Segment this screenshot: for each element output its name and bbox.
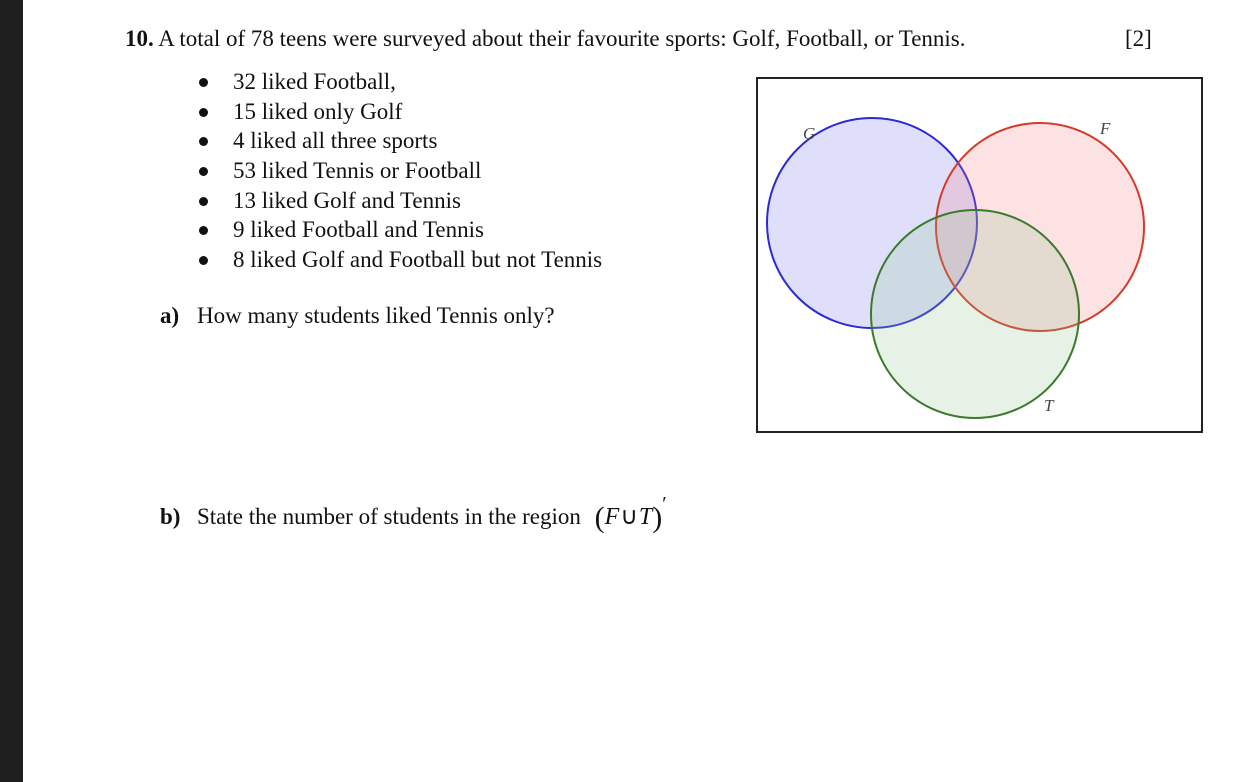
football-label: F: [1100, 119, 1111, 138]
fact-text: 9 liked Football and Tennis: [233, 217, 484, 243]
fact-text: 8 liked Golf and Football but not Tennis: [233, 247, 603, 273]
left-edge-bar: [0, 0, 23, 782]
fact-item: [195, 67, 602, 97]
union-symbol: ∪: [620, 504, 638, 530]
open-paren: (: [594, 501, 605, 534]
venn-diagram: [756, 77, 1204, 435]
fact-item: [195, 156, 602, 186]
fact-list: [195, 67, 602, 275]
question-marks: [2]: [1125, 26, 1152, 51]
bullet-icon: [199, 108, 208, 117]
fact-item: [195, 215, 602, 245]
part-b-label: b): [160, 504, 181, 529]
fact-item: [195, 126, 602, 156]
bullet-icon: [199, 256, 208, 265]
fact-item: [195, 245, 602, 275]
golf-label: G: [803, 124, 816, 143]
complement-prime: ′: [662, 493, 667, 515]
question-number: 10.: [125, 26, 154, 51]
bullet-icon: [199, 167, 208, 176]
tennis-circle: [871, 210, 1079, 418]
set-expression: [594, 493, 667, 534]
bullet-icon: [199, 226, 208, 235]
bullet-icon: [199, 78, 208, 87]
set-f: F: [604, 504, 620, 530]
tennis-label: T: [1044, 396, 1054, 415]
fact-text: 15 liked only Golf: [233, 98, 403, 124]
bullet-icon: [199, 197, 208, 206]
part-a-text: How many students liked Tennis only?: [197, 303, 555, 328]
fact-item: [195, 186, 602, 216]
bullet-icon: [199, 137, 208, 146]
fact-text: 32 liked Football,: [233, 69, 396, 94]
fact-text: 53 liked Tennis or Football: [233, 158, 482, 184]
part-b: [160, 493, 667, 535]
close-paren: ): [652, 501, 663, 534]
fact-text: 4 liked all three sports: [233, 128, 438, 154]
fact-text: 13 liked Golf and Tennis: [233, 187, 461, 213]
part-a: [160, 303, 555, 329]
part-b-text: State the number of students in the region: [197, 504, 581, 529]
fact-item: [195, 97, 602, 127]
part-a-label: a): [160, 303, 180, 328]
question-header: [125, 26, 966, 52]
set-t: T: [638, 504, 653, 530]
question-text: A total of 78 teens were surveyed about their favourite sports: Golf, Football, or Tennis.: [158, 26, 966, 51]
